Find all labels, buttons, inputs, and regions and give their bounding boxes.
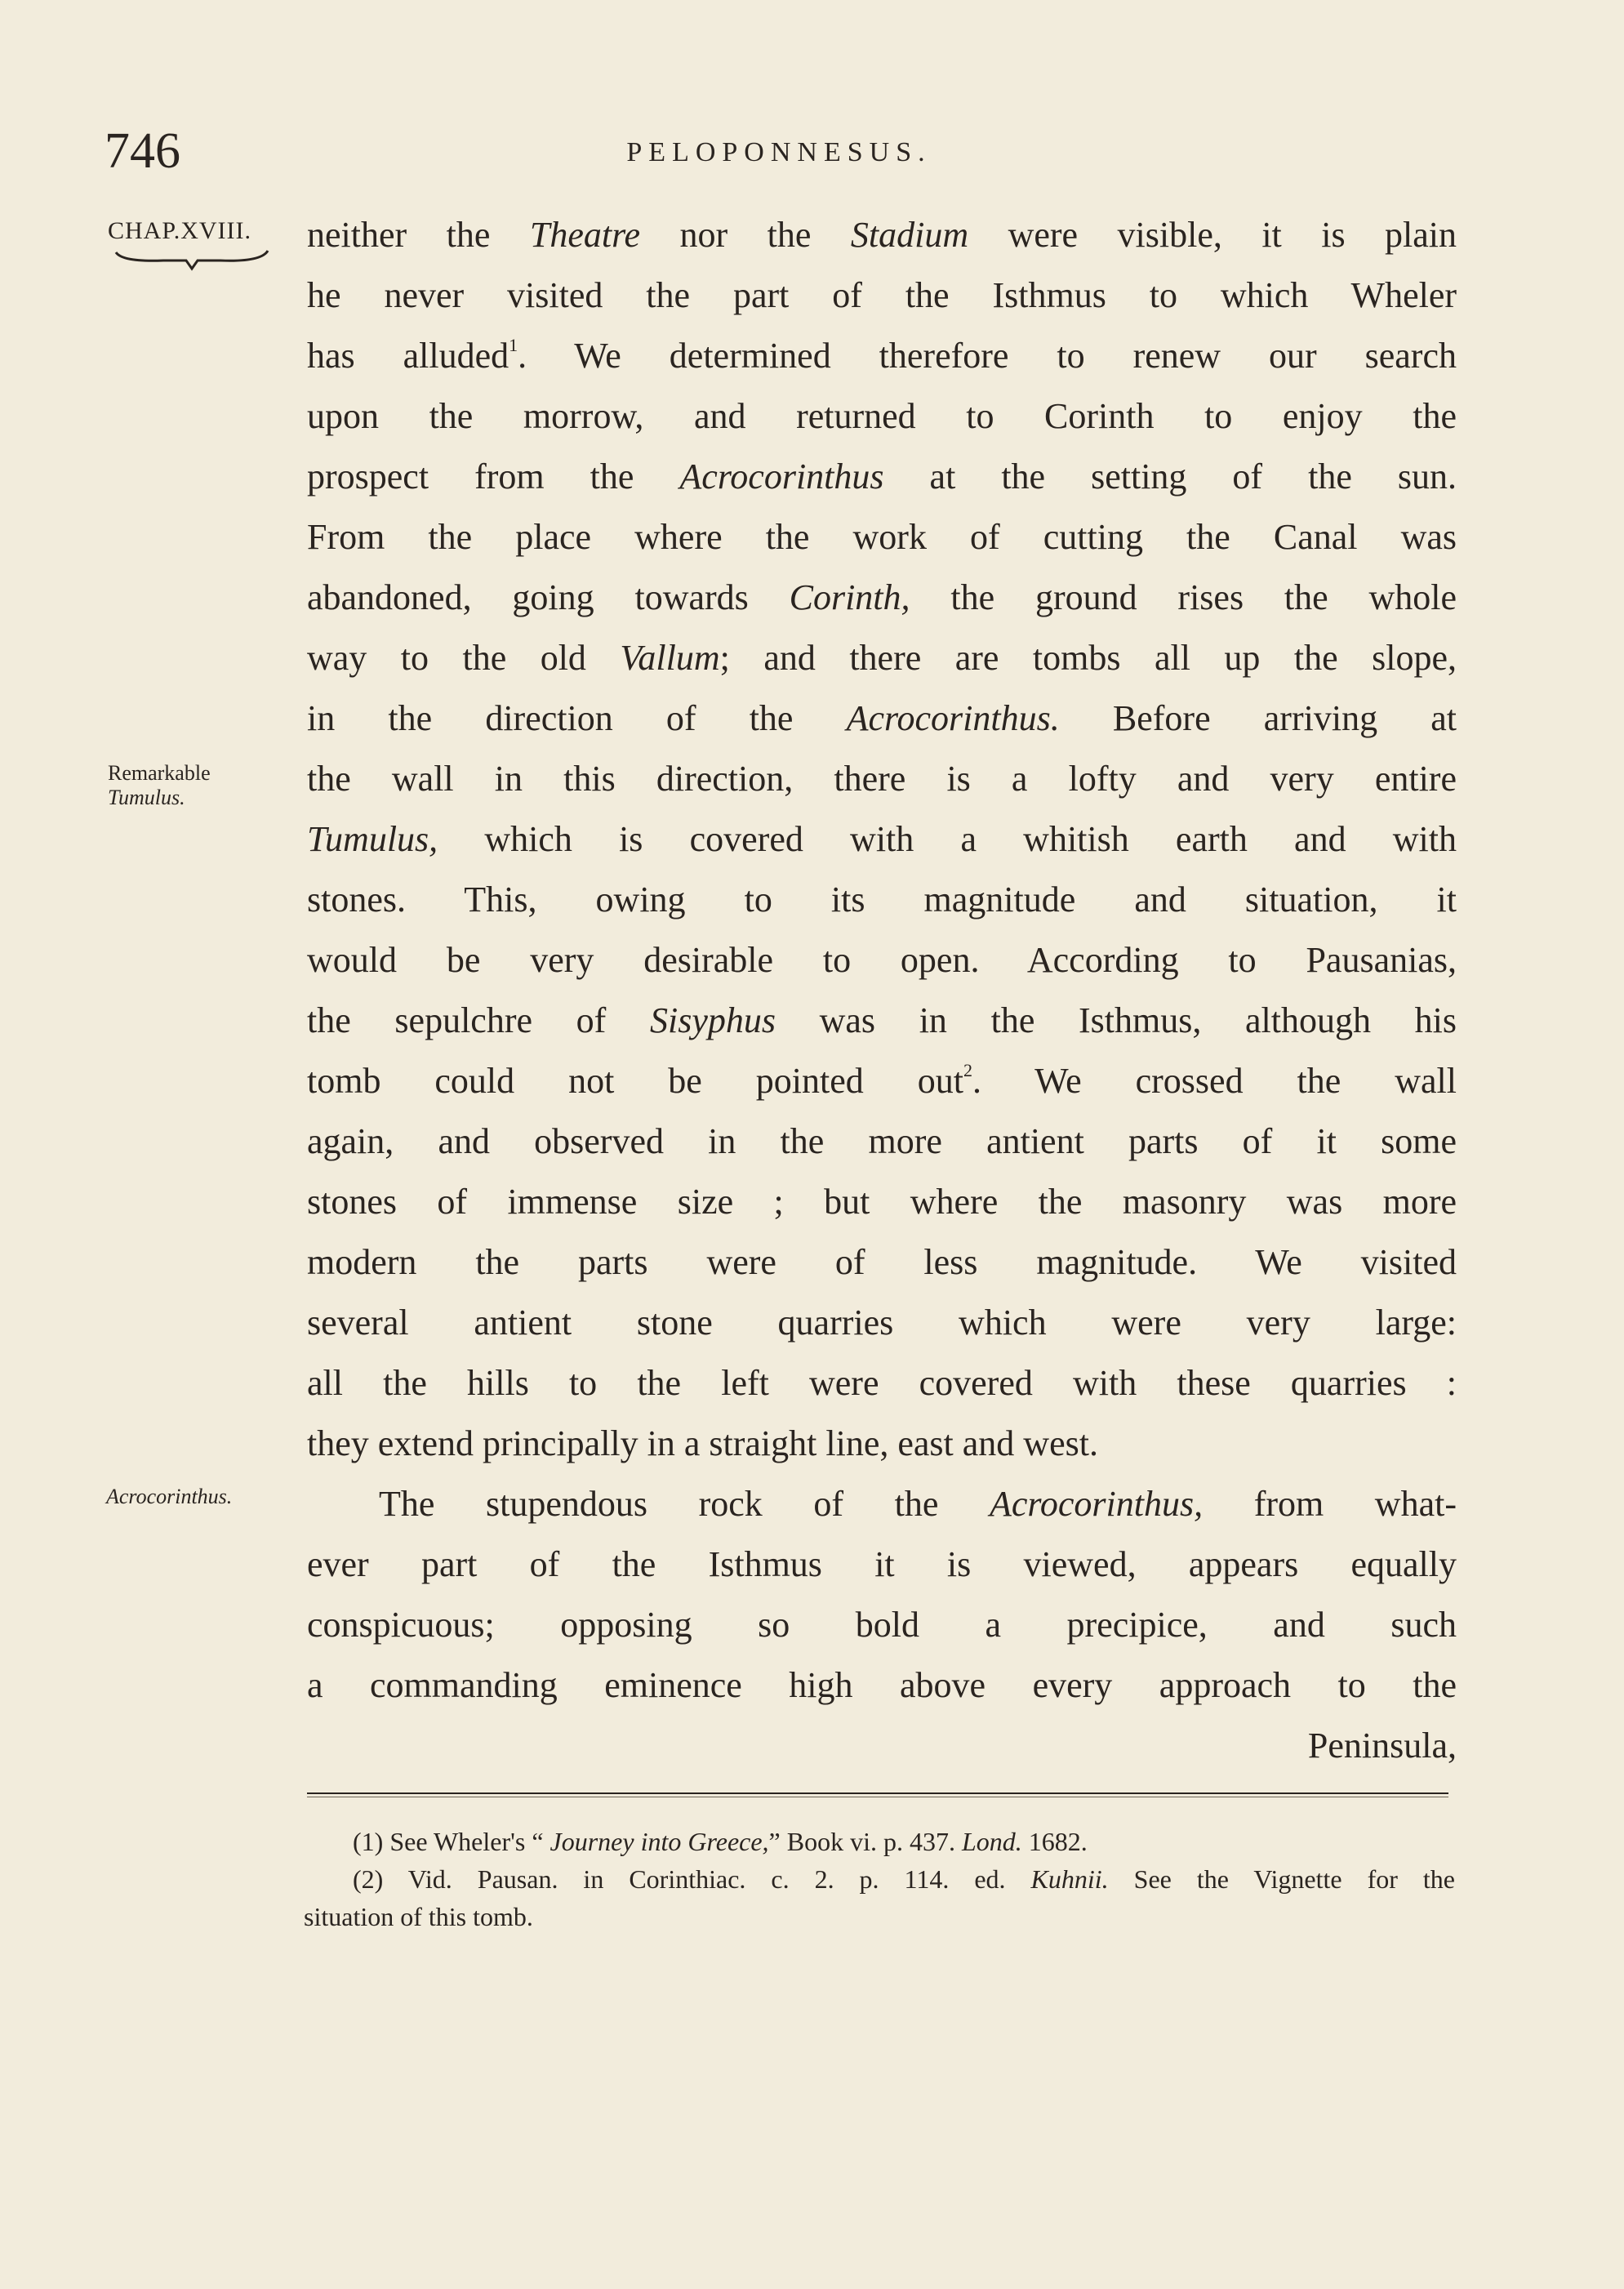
footnote-rule: [307, 1792, 1448, 1794]
text-line: again, and observed in the more antient parts of it some: [307, 1121, 1457, 1161]
remarkable-tumulus-sidenote: [108, 761, 211, 810]
sidenote-remarkable: Remarkable: [108, 761, 211, 785]
page-header: [105, 122, 1453, 188]
running-head: PELOPONNESUS.: [626, 137, 932, 167]
chapter-sidenote: CHAP.XVIII.: [108, 217, 251, 244]
page-number: 746: [105, 123, 180, 179]
footnote-2: (2) Vid. Pausan. in Corinthiac. c. 2. p. 114. ed. Kuhnii. See the Vignette for the: [353, 1864, 1456, 1894]
text-line: conspicuous; opposing so bold a precipice, and such: [307, 1605, 1457, 1645]
text-line: would be very desirable to open. According to Pausanias,: [307, 940, 1457, 980]
sidenote-tumulus: Tumulus.: [108, 786, 185, 809]
footnote-ref-1: 1: [509, 335, 518, 355]
text-line: in the direction of the Acrocorinthus. Before arriving at: [307, 698, 1457, 738]
footnote-ref-2: 2: [963, 1060, 972, 1080]
text-line: abandoned, going towards Corinth, the ground rises the whole: [307, 577, 1457, 617]
text-line: ever part of the Isthmus it is viewed, appears equally: [307, 1544, 1457, 1584]
footnote-2-continued: situation of this tomb.: [304, 1902, 533, 1931]
text-line: he never visited the part of the Isthmus to which Wheler: [307, 275, 1457, 315]
text-line: they extend principally in a straight line, east and west.: [307, 1423, 1098, 1463]
text-line: the sepulchre of Sisyphus was in the Isthmus, although his: [307, 1000, 1457, 1040]
main-text: [307, 205, 1457, 1776]
text-line: Tumulus, which is covered with a whitish earth and with: [307, 819, 1457, 859]
text-line: modern the parts were of less magnitude. We visited: [307, 1242, 1457, 1282]
text-line: tomb could not be pointed out$^2$. We crossed the wall: [307, 1060, 1457, 1101]
text-line: the wall in this direction, there is a lofty and very entire: [307, 759, 1457, 799]
text-line: The stupendous rock of the Acrocorinthus, from what-: [379, 1484, 1457, 1524]
footnote-1: (1) See Wheler's “ Journey into Greece,” Book vi. p. 437. Lond. 1682.: [353, 1827, 1088, 1856]
text-line: several antient stone quarries which were very large:: [307, 1303, 1457, 1343]
text-line: way to the old Vallum; and there are tombs all up the slope,: [307, 638, 1457, 678]
text-line: a commanding eminence high above every approach to the: [307, 1665, 1457, 1705]
catchword: Peninsula,: [1307, 1726, 1457, 1766]
text-line: upon the morrow, and returned to Corinth to enjoy the: [307, 396, 1457, 436]
text-line: prospect from the Acrocorinthus at the setting of the sun.: [307, 456, 1457, 497]
text-line: stones of immense size ; but where the masonry was more: [307, 1182, 1457, 1222]
text-line: has alluded$^1$. We determined therefore to renew our search: [307, 335, 1457, 376]
text-line: stones. This, owing to its magnitude and situation, it: [307, 880, 1457, 920]
acrocorinthus-sidenote: Acrocorinthus.: [106, 1485, 233, 1508]
text-line: From the place where the work of cutting the Canal was: [307, 517, 1457, 557]
footnotes: [304, 1823, 1455, 1935]
text-line: neither the Theatre nor the Stadium were visible, it is plain: [307, 215, 1457, 255]
brace-ornament: [114, 249, 269, 274]
text-line: all the hills to the left were covered with these quarries :: [307, 1363, 1457, 1403]
